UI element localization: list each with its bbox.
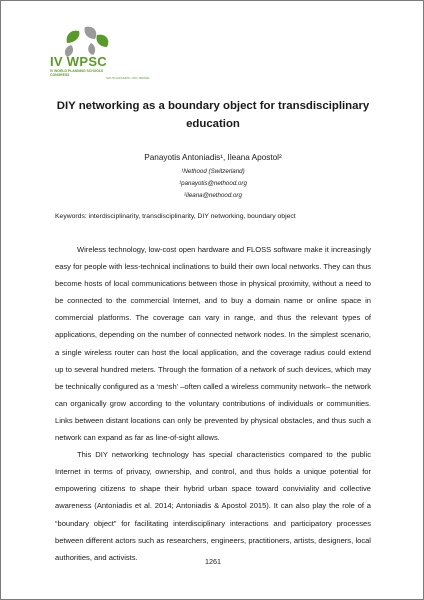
paper-title: DIY networking as a boundary object for transdisciplinary education — [56, 100, 370, 130]
body-text — [55, 241, 371, 566]
keywords: Keywords: interdisciplinarity, transdisciplinarity, DIY networking, boundary object — [55, 213, 296, 220]
author-list: Panayotis Antoniadis¹, Ileana Apostol² — [144, 153, 282, 162]
logo-title: IV WPSC — [50, 54, 107, 69]
author-email: ¹panayotis@nethood.org — [179, 180, 247, 187]
paragraph: This DIY networking technology has special characteristics compared to the public Internet in terms of privacy, ownership, and control, and thus holds a unique potential for empowering citizens to shape their hybrid urban space toward conviviality and collective awareness (Antoniadis et al. 2014; Antoniadis & Apostol 2015). It can also play the role of a “boundary object” for facilitating interdisciplinary interactions and participatory processes between different actors such as researchers, engineers, practitioners, artists, designers, local authorities, and activists. — [55, 450, 371, 562]
leaf-icon — [65, 27, 108, 57]
author-email: ²ileana@nethood.org — [184, 192, 242, 199]
paragraph: Wireless technology, low-cost open hardware and FLOSS software make it increasingly easy for people with less-technical inclinations to build their own local networks. They can thus become hosts of local communications between those in physical proximity, without a need to be connected to the commercial Internet, and to buy a domain name or online space in commercial platforms. The coverage can vary in range, and thus the relevant types of applications, depending on the number of connected network nodes. In the simplest scenario, a single wireless router can host the local application, and the coverage radius could extend up to several hundred meters. Through the formation of a network of such devices, which may be technically configured as a ‘mesh’ –often called a wireless community network– the network can organically grow according to the voluntary contributions of individuals or communities. Links between distant locations can only be prevented by physical obstacles, and thus such a network can expand as far as line-of-sight allows. — [55, 245, 372, 443]
logo-place: SOUTH AFFAIRS • RIO, BRAZIL — [106, 76, 150, 80]
affiliation: ¹Nethood (Switzerland) — [181, 168, 245, 175]
page-number: 1261 — [205, 557, 221, 566]
logo-subtitle: IV WORLD PLANNING SCHOOLS CONGRESS — [50, 69, 104, 77]
